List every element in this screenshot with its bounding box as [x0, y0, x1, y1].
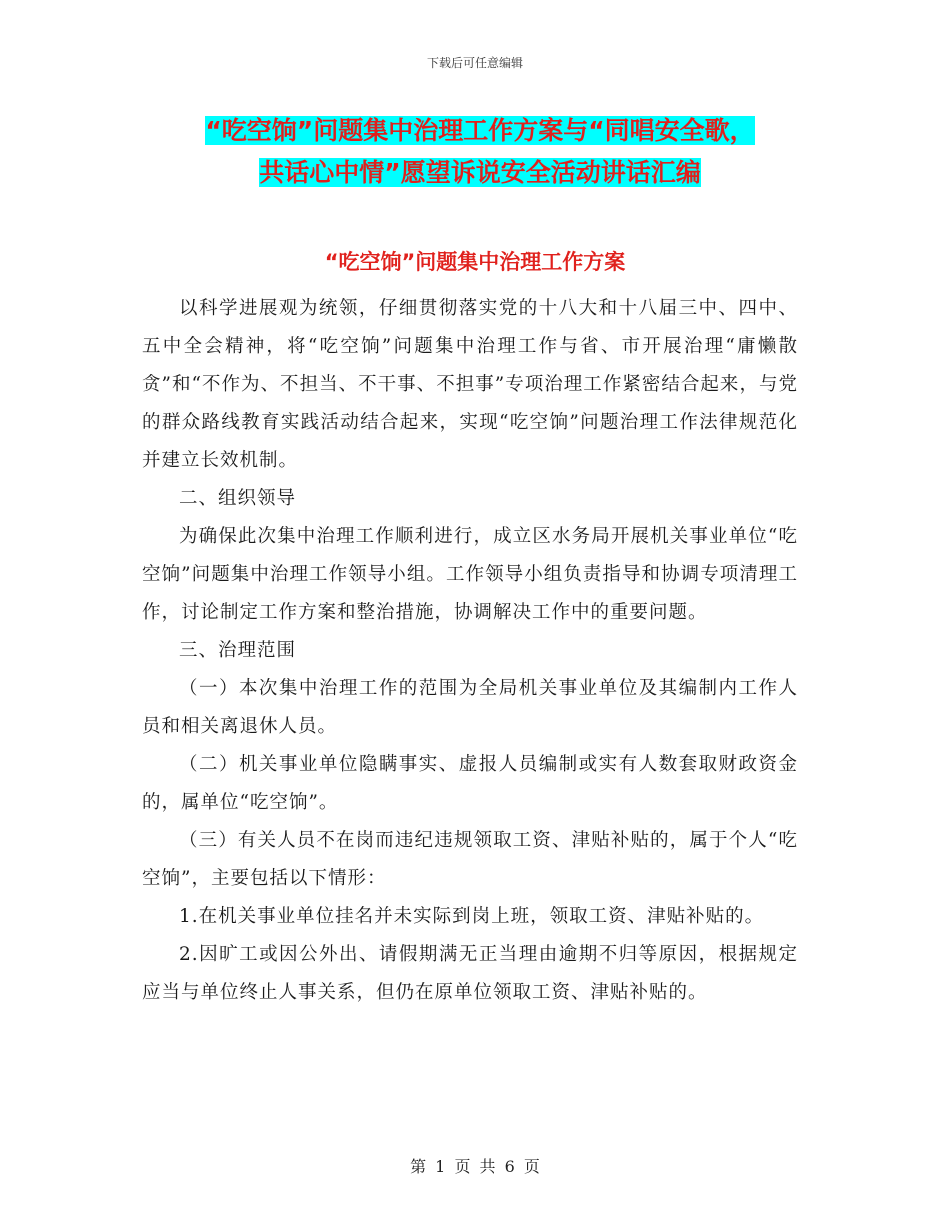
paragraph: （三）有关人员不在岗而违纪违规领取工资、津贴补贴的，属于个人“吃空饷”，主要包括以下情形： — [142, 830, 798, 889]
section-title: “吃空饷”问题集中治理工作方案 — [324, 250, 626, 274]
paragraph: 为确保此次集中治理工作顺利进行，成立区水务局开展机关事业单位“吃空饷”问题集中治理工作领导小组。工作领导小组负责指导和协调专项清理工作，讨论制定工作方案和整治措施，协调解决工作中的重要问题。 — [142, 526, 798, 623]
document-title-line-1: “吃空饷”问题集中治理工作方案与“同唱安全歌， — [205, 116, 755, 145]
paragraph: 以科学进展观为统领，仔细贯彻落实党的十八大和十八届三中、四中、五中全会精神，将“吃空饷”问题集中治理工作与省、市开展治理“庸懒散贪”和“不作为、不担当、不干事、不担事”专项治理工作紧密结合起来，与党的群众路线教育实践活动结合起来，实现“吃空饷”问题治理工作法律规范化并建立长效机制。 — [142, 298, 798, 471]
heading-scope: 三、治理范围 — [179, 640, 297, 661]
document-title — [140, 110, 820, 194]
document-title-line-2: 共话心中情”愿望诉说安全活动讲话汇编 — [259, 158, 701, 187]
header-note: 下载后可任意编辑 — [426, 56, 523, 70]
paragraph: （一）本次集中治理工作的范围为全局机关事业单位及其编制内工作人员和相关离退休人员。 — [142, 678, 798, 737]
list-item: 2.因旷工或因公外出、请假期满无正当理由逾期不归等原因，根据规定应当与单位终止人事关系，但仍在原单位领取工资、津贴补贴的。 — [142, 944, 798, 1003]
heading-organization: 二、组织领导 — [179, 488, 297, 509]
list-item: 1.在机关事业单位挂名并未实际到岗上班，领取工资、津贴补贴的。 — [179, 906, 765, 927]
page-footer: 第 1 页 共 6 页 — [410, 1157, 540, 1176]
document-body — [142, 290, 798, 1012]
paragraph: （二）机关事业单位隐瞒事实、虚报人员编制或实有人数套取财政资金的，属单位“吃空饷”。 — [142, 754, 798, 813]
